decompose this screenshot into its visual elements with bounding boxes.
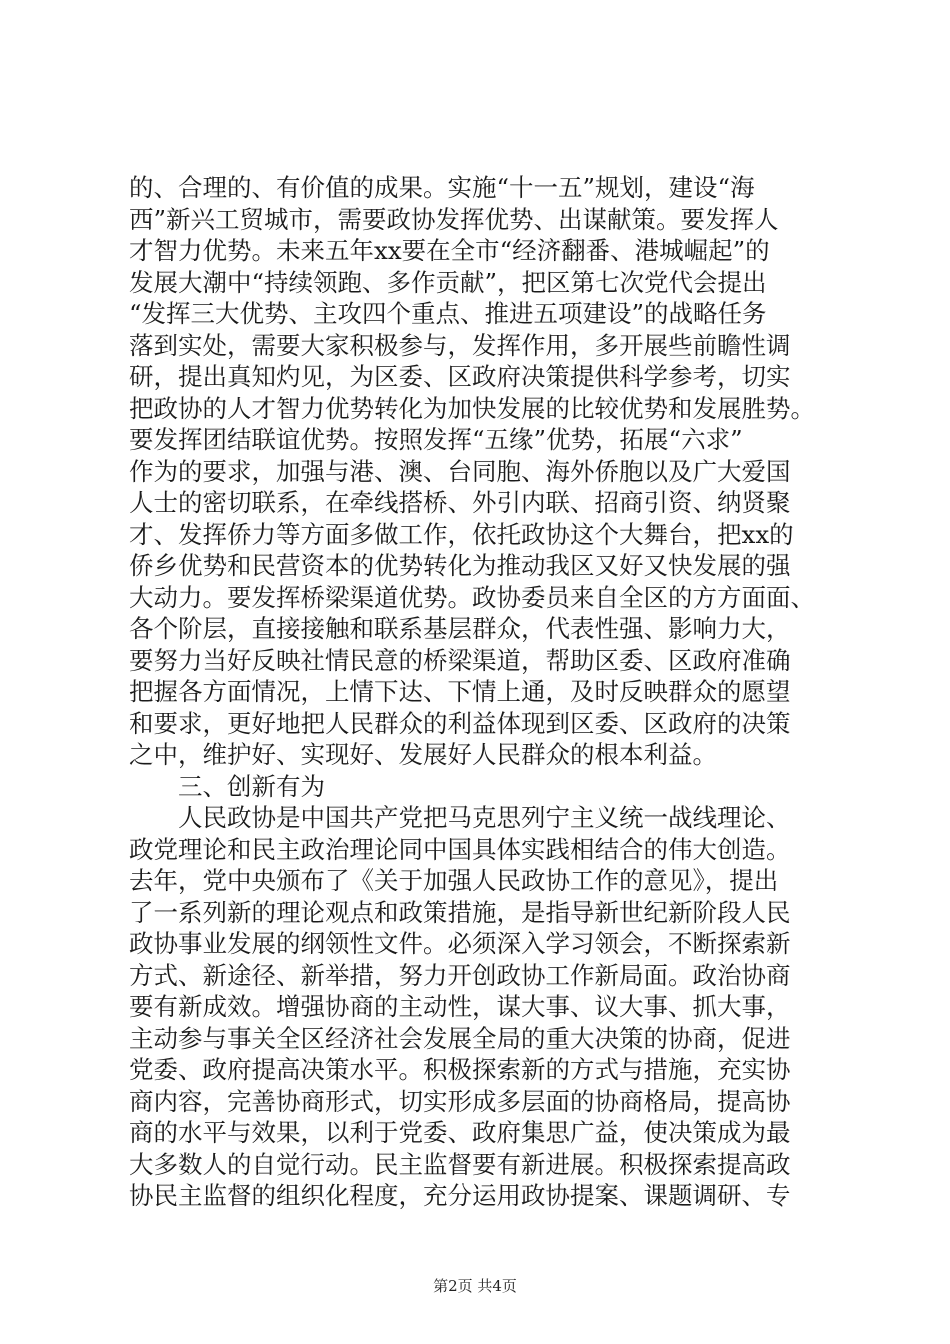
text-line: 了一系列新的理论观点和政策措施，是指导新世纪新阶段人民 (129, 897, 791, 927)
text-line: 才、发挥侨力等方面多做工作，依托政协这个大舞台，把xx的 (129, 519, 794, 549)
text-line: 商的水平与效果，以利于党委、政府集思广益，使决策成为最 (129, 1118, 791, 1147)
text-line: 把握各方面情况，上情下达、下情上通，及时反映群众的愿望 (129, 677, 791, 706)
text-line: 人士的密切联系，在牵线搭桥、外引内联、招商引资、纳贤聚 (129, 488, 791, 517)
text-line: 发展大潮中“持续领跑、多作贡献”，把区第七次党代会提出 (129, 267, 767, 297)
text-line: 落到实处，需要大家积极参与，发挥作用，多开展些前瞻性调 (129, 330, 791, 360)
body-text (129, 172, 829, 1212)
text-line: 的、合理的、有价值的成果。实施“十一五”规划，建设“海 (129, 173, 755, 202)
text-line: 之中，维护好、实现好、发展好人民群众的根本利益。 (129, 740, 717, 769)
text-line: 政协事业发展的纲领性文件。必须深入学习领会，不断探索新 (129, 929, 791, 958)
text-line: 方式、新途径、新举措，努力开创政协工作新局面。政治协商 (129, 960, 791, 990)
text-line: 政党理论和民主政治理论同中国具体实践相结合的伟大创造。 (129, 834, 791, 864)
text-line: 要有新成效。增强协商的主动性，谋大事、议大事、抓大事， (129, 992, 791, 1021)
section-heading: 三、创新有为 (178, 771, 325, 801)
text-line: 要发挥团结联谊优势。按照发挥“五缘”优势，拓展“六求” (129, 425, 743, 454)
text-line: 才智力优势。未来五年xx要在全市“经济翻番、港城崛起”的 (129, 236, 770, 265)
page-number-footer: 第2页 共4页 (433, 1277, 517, 1295)
paragraph-start-line: 人民政协是中国共产党把马克思列宁主义统一战线理论、 (178, 803, 791, 832)
text-line: 大多数人的自觉行动。民主监督要有新进展。积极探索提高政 (129, 1149, 791, 1179)
text-line: 要努力当好反映社情民意的桥梁渠道，帮助区委、区政府准确 (129, 645, 791, 675)
text-line: 和要求，更好地把人民群众的利益体现到区委、区政府的决策 (129, 708, 791, 738)
text-line: 协民主监督的组织化程度，充分运用政协提案、课题调研、专 (129, 1181, 791, 1210)
text-line: 大动力。要发挥桥梁渠道优势。政协委员来自全区的方方面面、 (129, 582, 815, 612)
text-line: 侨乡优势和民营资本的优势转化为推动我区又好又快发展的强 (129, 551, 791, 580)
text-line: “发挥三大优势、主攻四个重点、推进五项建设”的战略任务 (129, 299, 767, 328)
text-line: 研，提出真知灼见，为区委、区政府决策提供科学参考，切实 (129, 362, 791, 391)
text-line: 把政协的人才智力优势转化为加快发展的比较优势和发展胜势。 (129, 393, 815, 423)
text-line: 主动参与事关全区经济社会发展全局的重大决策的协商，促进 (129, 1023, 791, 1053)
text-line: 党委、政府提高决策水平。积极探索新的方式与措施，充实协 (129, 1055, 791, 1084)
text-line: 去年，党中央颁布了《关于加强人民政协工作的意见》，提出 (129, 866, 779, 895)
text-line: 西”新兴工贸城市，需要政协发挥优势、出谋献策。要发挥人 (129, 204, 779, 234)
text-line: 各个阶层，直接接触和联系基层群众，代表性强、影响力大， (129, 614, 791, 643)
text-line: 作为的要求，加强与港、澳、台同胞、海外侨胞以及广大爱国 (129, 456, 791, 486)
text-line: 商内容，完善协商形式，切实形成多层面的协商格局，提高协 (129, 1086, 791, 1116)
